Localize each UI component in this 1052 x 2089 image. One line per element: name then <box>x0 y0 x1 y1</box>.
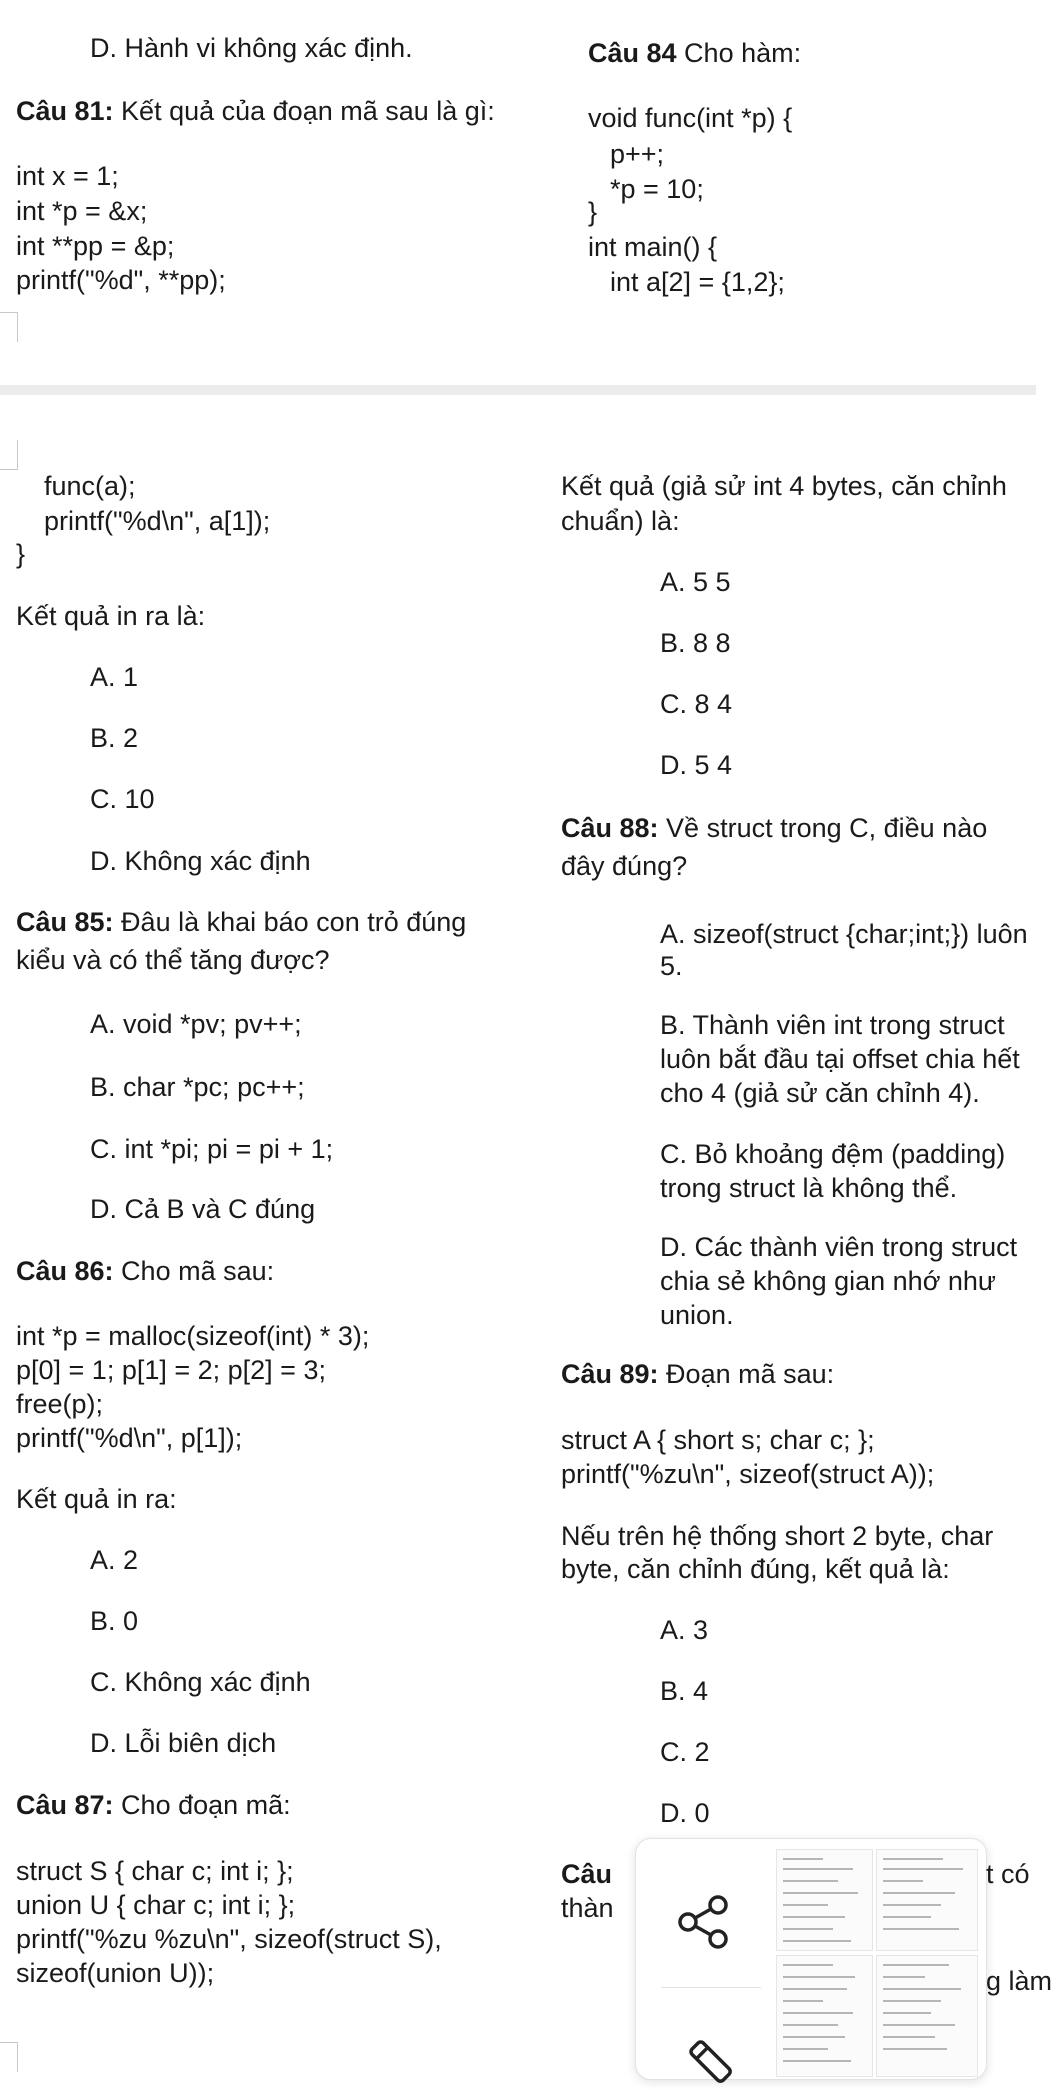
question-90-fragment: Câu <box>561 1859 613 1889</box>
code-line: int a[2] = {1,2}; <box>610 267 785 297</box>
answer-option[interactable]: D. 5 4 <box>660 750 733 780</box>
code-line: struct S { char c; int i; }; <box>16 1856 294 1886</box>
answer-option[interactable]: A. 3 <box>660 1615 709 1645</box>
result-label: Kết quả (giả sử int 4 bytes, căn chỉnh <box>561 471 1007 501</box>
code-line: printf("%zu\n", sizeof(struct A)); <box>561 1459 935 1489</box>
result-label: Kết quả in ra là: <box>16 601 206 631</box>
answer-option[interactable]: A. 2 <box>90 1545 139 1575</box>
answer-option[interactable]: C. Không xác định <box>90 1667 311 1697</box>
code-line: struct A { short s; char c; }; <box>561 1425 875 1455</box>
question-81-heading: Câu 81: Kết quả của đoạn mã sau là gì: <box>16 96 495 126</box>
page-corner-marker <box>0 2042 18 2072</box>
code-line: int *p = malloc(sizeof(int) * 3); <box>16 1321 370 1351</box>
answer-option-cont: union. <box>660 1300 734 1330</box>
code-line: } <box>588 197 598 227</box>
code-line: printf("%zu %zu\n", sizeof(struct S), <box>16 1924 442 1954</box>
answer-option[interactable]: A. sizeof(struct {char;int;}) luôn <box>660 919 1028 949</box>
code-line: int main() { <box>588 232 718 262</box>
code-line: printf("%d", **pp); <box>16 265 226 295</box>
code-line: void func(int *p) { <box>588 103 793 133</box>
answer-option-cont: chia sẻ không gian nhớ như <box>660 1266 997 1296</box>
answer-option[interactable]: B. 4 <box>660 1676 709 1706</box>
code-line: union U { char c; int i; }; <box>16 1890 296 1920</box>
code-line: sizeof(union U)); <box>16 1958 215 1988</box>
code-line: int **pp = &p; <box>16 231 175 261</box>
question-90-fragment: g làm <box>986 1966 1052 1996</box>
answer-option[interactable]: A. 1 <box>90 662 139 692</box>
code-line: int *p = &x; <box>16 196 148 226</box>
code-line: *p = 10; <box>610 174 704 204</box>
page-thumbnail[interactable] <box>776 1955 873 2077</box>
question-84-heading: Câu 84 Cho hàm: <box>588 38 802 68</box>
answer-option[interactable]: C. 2 <box>660 1737 710 1767</box>
question-87-heading: Câu 87: Cho đoạn mã: <box>16 1790 291 1820</box>
question-88-heading: Câu 88: Về struct trong C, điều nào <box>561 813 988 843</box>
page-thumbnail[interactable] <box>776 1849 873 1951</box>
question-text: kiểu và có thể tăng được? <box>16 945 330 975</box>
answer-option-cont: trong struct là không thể. <box>660 1173 958 1203</box>
page-thumbnail[interactable] <box>876 1849 978 1951</box>
result-label: Kết quả in ra: <box>16 1484 177 1514</box>
question-text: đây đúng? <box>561 851 688 881</box>
answer-option[interactable]: B. 0 <box>90 1606 139 1636</box>
code-line: p++; <box>610 139 665 169</box>
answer-option[interactable]: B. char *pc; pc++; <box>90 1072 305 1102</box>
answer-option[interactable]: C. 8 4 <box>660 689 733 719</box>
answer-option[interactable]: C. 10 <box>90 784 155 814</box>
answer-option[interactable]: D. Không xác định <box>90 846 311 876</box>
answer-option[interactable]: C. int *pi; pi = pi + 1; <box>90 1134 334 1164</box>
answer-option[interactable]: A. void *pv; pv++; <box>90 1009 302 1039</box>
question-86-heading: Câu 86: Cho mã sau: <box>16 1256 275 1286</box>
code-line: p[0] = 1; p[1] = 2; p[2] = 3; <box>16 1355 326 1385</box>
answer-option-cont: 5. <box>660 951 683 981</box>
page-corner-marker <box>0 312 18 342</box>
answer-option[interactable]: D. Các thành viên trong struct <box>660 1232 1018 1262</box>
page-thumbnail[interactable] <box>876 1955 978 2077</box>
answer-option[interactable]: B. 2 <box>90 723 139 753</box>
answer-option-cont: luôn bắt đầu tại offset chia hết <box>660 1044 1020 1074</box>
question-89-heading: Câu 89: Đoạn mã sau: <box>561 1359 835 1389</box>
question-90-fragment: t có <box>986 1859 1030 1889</box>
answer-option[interactable]: B. 8 8 <box>660 628 731 658</box>
code-line: printf("%d\n", p[1]); <box>16 1423 243 1453</box>
question-85-heading: Câu 85: Đâu là khai báo con trỏ đúng <box>16 907 467 937</box>
share-icon[interactable] <box>676 1894 732 1950</box>
answer-option[interactable]: D. Cả B và C đúng <box>90 1194 316 1224</box>
answer-option[interactable]: D. 0 <box>660 1798 710 1828</box>
answer-option[interactable]: C. Bỏ khoảng đệm (padding) <box>660 1139 1006 1169</box>
answer-option[interactable]: B. Thành viên int trong struct <box>660 1010 1005 1040</box>
answer-option-cont: cho 4 (giả sử căn chỉnh 4). <box>660 1078 980 1108</box>
code-line: free(p); <box>16 1389 104 1419</box>
answer-option[interactable]: D. Lỗi biên dịch <box>90 1728 277 1758</box>
popup-divider <box>661 1987 761 1988</box>
page-divider <box>0 385 1036 395</box>
question-text: byte, căn chỉnh đúng, kết quả là: <box>561 1554 950 1584</box>
result-label: chuẩn) là: <box>561 506 680 536</box>
question-90-fragment: thàn <box>561 1893 614 1923</box>
code-line: printf("%d\n", a[1]); <box>44 506 271 536</box>
question-text: Nếu trên hệ thống short 2 byte, char <box>561 1521 994 1551</box>
page-corner-marker <box>0 440 18 470</box>
code-line: int x = 1; <box>16 161 119 191</box>
code-line: } <box>16 539 26 569</box>
share-preview-popup[interactable] <box>635 1838 987 2080</box>
code-line: func(a); <box>44 471 136 501</box>
option-text: D. Hành vi không xác định. <box>90 33 413 63</box>
answer-option[interactable]: A. 5 5 <box>660 567 731 597</box>
pencil-icon[interactable] <box>686 2037 738 2089</box>
